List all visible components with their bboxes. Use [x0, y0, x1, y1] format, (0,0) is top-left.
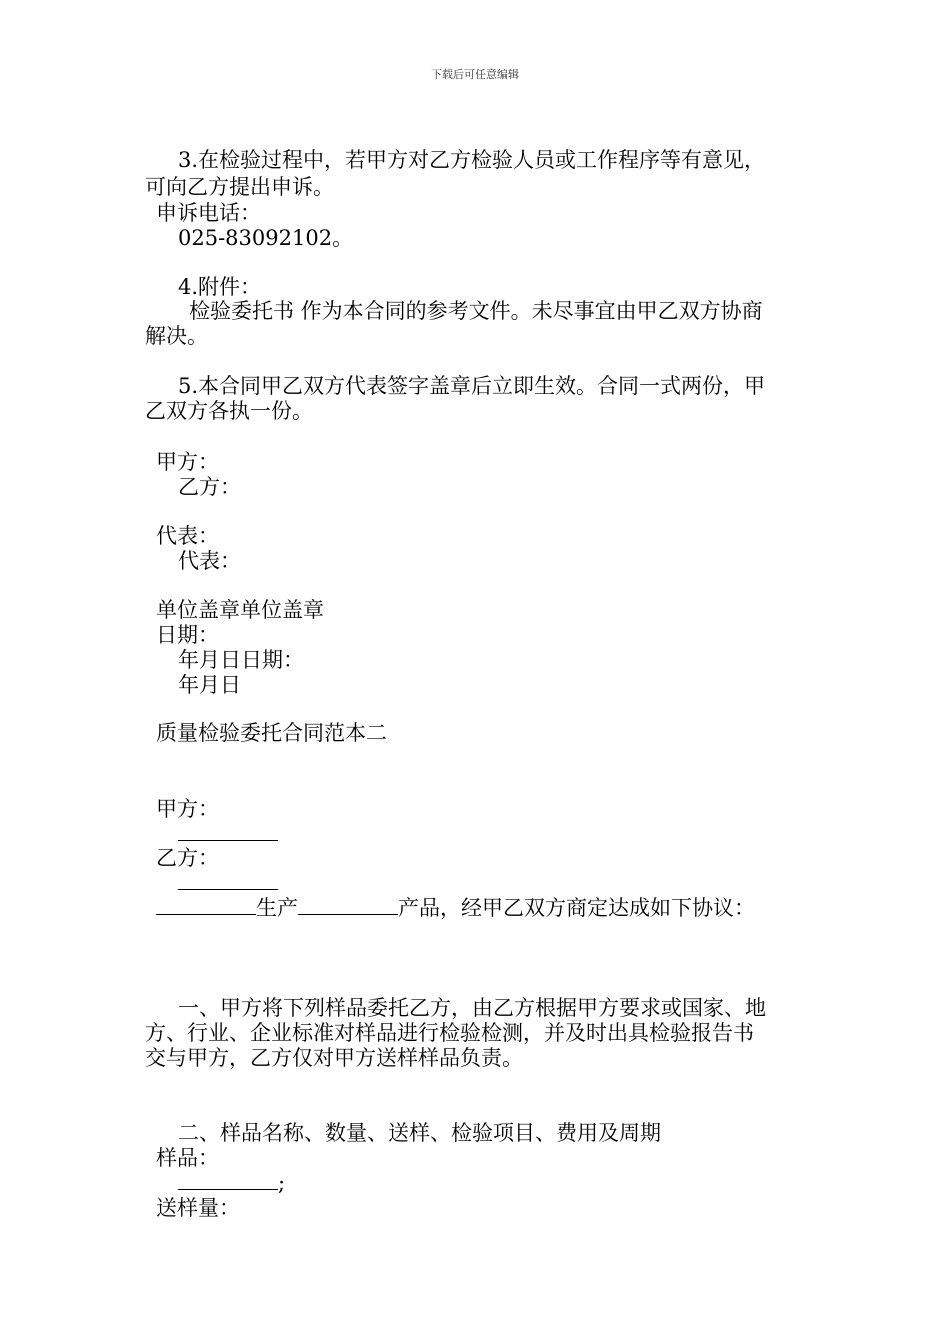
- rep-a-label: 代表：: [156, 524, 219, 548]
- template2-party-b: 乙方：: [156, 846, 219, 870]
- template2-title: 质量检验委托合同范本二: [156, 721, 387, 745]
- clause1-line2: 方、行业、企业标准对样品进行检验检测，并及时出具检验报告书: [145, 1021, 754, 1045]
- section4-line2: 解决。: [145, 324, 208, 348]
- sample-blank-line: [178, 1171, 285, 1195]
- product-blank: [298, 898, 398, 915]
- date-end: 年月日: [178, 673, 241, 697]
- party-a-label: 甲方：: [156, 450, 219, 474]
- section3-line1: 3.在检验过程中，若甲方对乙方检验人员或工作程序等有意见，: [178, 148, 766, 172]
- sample-semicolon: ;: [278, 1171, 286, 1195]
- sample-label: 样品：: [156, 1146, 219, 1170]
- page-header: 下载后可任意编辑: [431, 68, 519, 81]
- party-a-blank: [178, 822, 278, 846]
- section4-line1: 检验委托书 作为本合同的参考文件。未尽事宜由甲乙双方协商: [189, 299, 763, 323]
- template2-party-a: 甲方：: [156, 797, 219, 821]
- agreement-line: [156, 896, 755, 920]
- phone-value: 025-83092102。: [178, 226, 354, 250]
- clause1-line3: 交与甲方，乙方仅对甲方送样样品负责。: [145, 1046, 523, 1070]
- section5-line1: 5.本合同甲乙双方代表签字盖章后立即生效。合同一式两份，甲: [178, 374, 766, 398]
- section5-line2: 乙双方各执一份。: [145, 399, 313, 423]
- produce-word: 生产: [256, 896, 298, 920]
- agreement-text: 产品，经甲乙双方商定达成如下协议：: [398, 896, 755, 920]
- section3-line2: 可向乙方提出申诉。: [145, 175, 334, 199]
- date-a-label: 日期：: [156, 623, 219, 647]
- party-b-blank: [178, 871, 278, 895]
- date-b-label: 年月日日期：: [178, 648, 304, 672]
- producer-blank: [156, 898, 256, 915]
- clause2-title: 二、样品名称、数量、送样、检验项目、费用及周期: [178, 1121, 661, 1145]
- section4-title: 4.附件：: [178, 275, 262, 299]
- seal-label: 单位盖章单位盖章: [156, 598, 324, 622]
- quantity-label: 送样量：: [156, 1196, 240, 1220]
- sample-blank: [178, 1173, 278, 1190]
- party-b-label: 乙方：: [178, 475, 241, 499]
- clause1-line1: 一、甲方将下列样品委托乙方，由乙方根据甲方要求或国家、地: [178, 996, 766, 1020]
- phone-label: 申诉电话：: [156, 201, 261, 225]
- rep-b-label: 代表：: [178, 549, 241, 573]
